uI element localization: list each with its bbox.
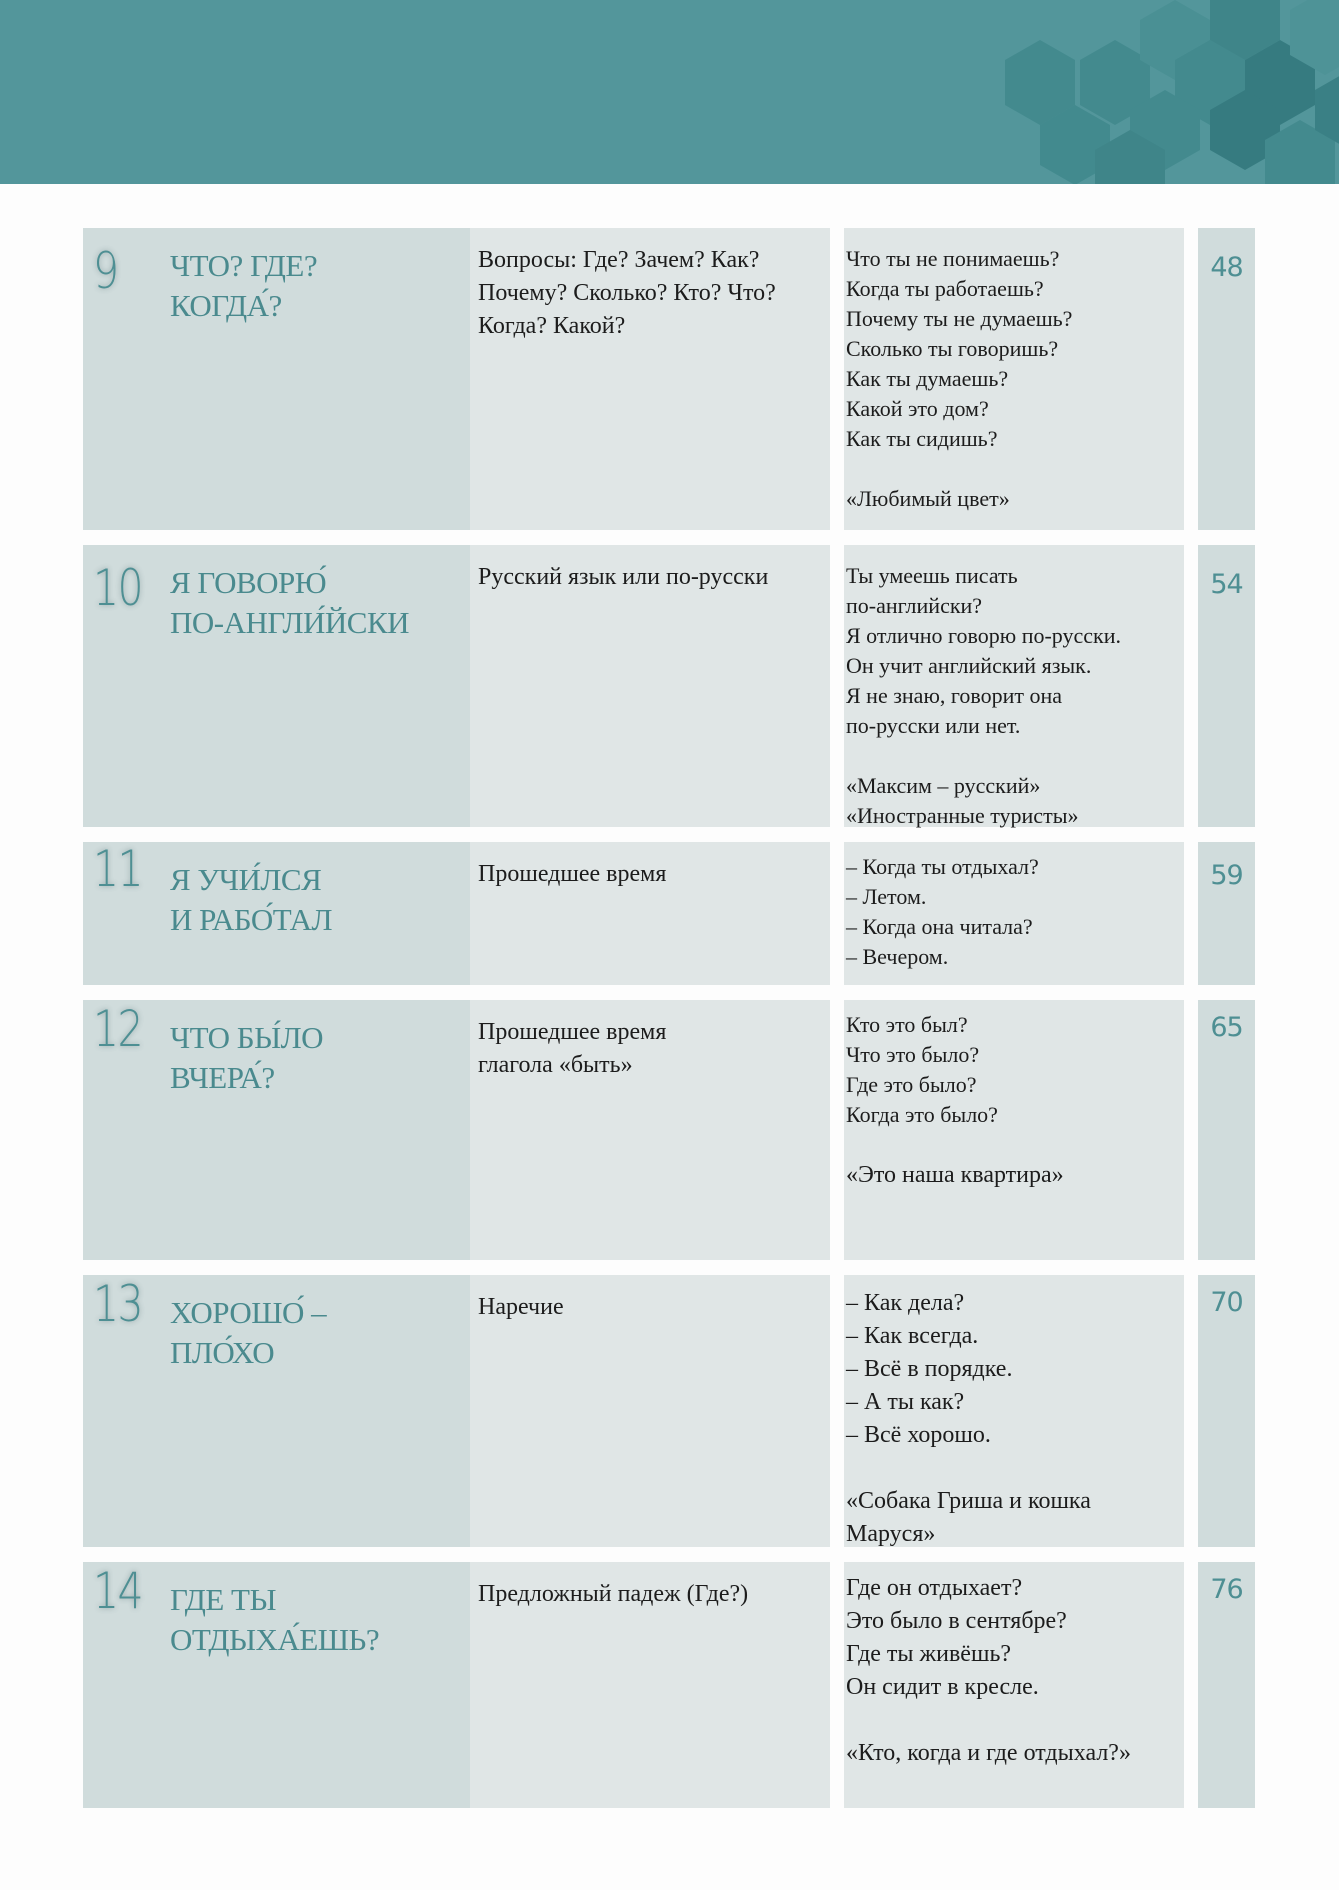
example-line: Я не знаю, говорит она	[846, 683, 1063, 708]
grammar-line: Наречие	[478, 1294, 564, 1320]
example-line: Это было в сентябре?	[846, 1608, 1067, 1634]
lesson-title	[170, 1293, 460, 1373]
lesson-title	[170, 1018, 460, 1098]
lesson-page-cell	[1198, 228, 1255, 530]
example-line: по-русски или нет.	[846, 713, 1021, 738]
lesson-title-cell	[83, 545, 470, 827]
grammar-line: Предложный падеж (Где?)	[478, 1581, 749, 1607]
lesson-row-10	[83, 545, 1255, 827]
lesson-title-line: Я ГОВОРЮ́	[170, 565, 327, 600]
example-line: – Когда она читала?	[846, 914, 1033, 939]
page-number[interactable]: 70	[1210, 1287, 1243, 1318]
lesson-title	[170, 563, 460, 643]
example-line: – Когда ты отдыхал?	[846, 854, 1039, 879]
lesson-grammar	[478, 858, 828, 891]
lesson-examples	[846, 244, 1182, 514]
example-line: Почему ты не думаешь?	[846, 306, 1073, 331]
lesson-title-cell	[83, 1000, 470, 1260]
lesson-title-cell	[83, 228, 470, 530]
lesson-title-line: КОГДА́?	[170, 288, 282, 323]
grammar-line: Русский язык или по-русски	[478, 564, 769, 590]
lesson-grammar-cell	[470, 1000, 830, 1260]
lesson-examples-cell	[844, 228, 1184, 530]
lesson-title	[170, 246, 460, 326]
lesson-examples-cell	[844, 1562, 1184, 1808]
lesson-examples	[846, 852, 1182, 972]
lesson-number: 13	[93, 1275, 142, 1333]
lesson-examples	[846, 1287, 1182, 1551]
lesson-examples	[846, 1572, 1182, 1770]
lesson-row-11	[83, 842, 1255, 985]
lesson-page-cell	[1198, 1000, 1255, 1260]
lesson-title	[170, 1580, 460, 1660]
grammar-line: Прошедшее время	[478, 861, 667, 887]
example-line: – Как всегда.	[846, 1323, 979, 1349]
example-line: Что ты не понимаешь?	[846, 246, 1060, 271]
example-line: Кто это был?	[846, 1012, 968, 1037]
lesson-examples-cell	[844, 842, 1184, 985]
lesson-grammar	[478, 1291, 828, 1324]
lesson-title-cell	[83, 1275, 470, 1547]
example-line: – Всё хорошо.	[846, 1422, 991, 1448]
lesson-title-line: ВЧЕРА́?	[170, 1060, 275, 1095]
example-line: – Всё в порядке.	[846, 1356, 1013, 1382]
lesson-page-cell	[1198, 545, 1255, 827]
lesson-page-cell	[1198, 1275, 1255, 1547]
lesson-page-cell	[1198, 842, 1255, 985]
grammar-line: Вопросы: Где? Зачем? Как?	[478, 247, 760, 273]
lesson-number: 10	[93, 559, 142, 617]
example-line	[846, 1452, 1182, 1485]
example-line: Когда ты работаешь?	[846, 276, 1044, 301]
page-number[interactable]: 48	[1210, 252, 1243, 283]
example-line: по-английски?	[846, 593, 983, 618]
lesson-grammar-cell	[470, 842, 830, 985]
example-line	[846, 741, 1182, 771]
lesson-grammar-cell	[470, 228, 830, 530]
lesson-title-line: ЧТО БЫ́ЛО	[170, 1020, 324, 1055]
lesson-title-line: ГДЕ ТЫ	[170, 1582, 276, 1617]
example-line: – Летом.	[846, 884, 927, 909]
example-line: Ты умеешь писать	[846, 563, 1018, 588]
lesson-row-9	[83, 228, 1255, 530]
example-line: Сколько ты говоришь?	[846, 336, 1059, 361]
example-line: Маруся»	[846, 1521, 936, 1547]
example-line: «Собака Гриша и кошка	[846, 1488, 1091, 1514]
header-band	[0, 0, 1339, 184]
lesson-row-12	[83, 1000, 1255, 1260]
lesson-title	[170, 860, 460, 940]
example-line: Где это было?	[846, 1072, 977, 1097]
lesson-grammar	[478, 1578, 828, 1611]
example-line: Он сидит в кресле.	[846, 1674, 1039, 1700]
example-line: Как ты сидишь?	[846, 426, 998, 451]
lesson-grammar-cell	[470, 1275, 830, 1547]
lesson-grammar	[478, 561, 828, 594]
lesson-title-line: ЧТО? ГДЕ?	[170, 248, 318, 283]
example-line: Что это было?	[846, 1042, 980, 1067]
example-line: – Как дела?	[846, 1290, 965, 1316]
lesson-examples-cell	[844, 1275, 1184, 1547]
example-line: «Максим – русский»	[846, 773, 1041, 798]
example-line	[846, 1130, 1182, 1160]
lesson-title-cell	[83, 1562, 470, 1808]
lesson-number: 12	[93, 1000, 142, 1058]
lesson-row-13	[83, 1275, 1255, 1547]
page-number[interactable]: 54	[1210, 569, 1243, 600]
lesson-grammar	[478, 1016, 828, 1082]
example-line: – Вечером.	[846, 944, 949, 969]
example-line: – А ты как?	[846, 1389, 965, 1415]
lesson-examples	[846, 561, 1182, 831]
example-line	[846, 1704, 1182, 1737]
lesson-title-line: ХОРОШО́ –	[170, 1295, 327, 1330]
hexagon-pattern-icon	[0, 0, 1339, 184]
lesson-grammar-cell	[470, 1562, 830, 1808]
lesson-title-line: ПО-АНГЛИ́ЙСКИ	[170, 605, 410, 640]
page-number[interactable]: 76	[1210, 1574, 1243, 1605]
lesson-title-line: ОТДЫХА́ЕШЬ?	[170, 1622, 380, 1657]
example-line: «Иностранные туристы»	[846, 803, 1079, 828]
grammar-line: Когда? Какой?	[478, 313, 626, 339]
lesson-page-cell	[1198, 1562, 1255, 1808]
example-line: Он учит английский язык.	[846, 653, 1092, 678]
lesson-examples	[846, 1010, 1182, 1190]
example-line: Как ты думаешь?	[846, 366, 1009, 391]
lesson-title-line: Я УЧИ́ЛСЯ	[170, 862, 322, 897]
lesson-title-cell	[83, 842, 470, 985]
page-number[interactable]: 65	[1210, 1012, 1243, 1043]
lesson-title-line: И РАБО́ТАЛ	[170, 902, 333, 937]
example-line	[846, 454, 1182, 484]
page-number[interactable]: 59	[1210, 860, 1243, 891]
grammar-line: Прошедшее время	[478, 1019, 667, 1045]
example-line: «Любимый цвет»	[846, 486, 1010, 511]
lesson-number: 11	[93, 840, 142, 898]
example-line: Когда это было?	[846, 1102, 998, 1127]
lesson-examples-cell	[844, 1000, 1184, 1260]
lesson-examples-cell	[844, 545, 1184, 827]
grammar-line: глагола «быть»	[478, 1052, 633, 1078]
example-line: Я отлично говорю по-русски.	[846, 623, 1121, 648]
grammar-line: Почему? Сколько? Кто? Что?	[478, 280, 776, 306]
lesson-title-line: ПЛО́ХО	[170, 1335, 275, 1370]
lesson-grammar-cell	[470, 545, 830, 827]
lesson-grammar	[478, 244, 828, 343]
example-line: «Кто, когда и где отдыхал?»	[846, 1740, 1131, 1766]
lesson-row-14	[83, 1562, 1255, 1808]
example-line: Где он отдыхает?	[846, 1575, 1023, 1601]
lesson-number: 14	[93, 1562, 142, 1620]
lesson-number: 9	[93, 242, 118, 300]
example-line: Где ты живёшь?	[846, 1641, 1012, 1667]
example-line: Какой это дом?	[846, 396, 989, 421]
example-line: «Это наша квартира»	[846, 1162, 1064, 1188]
